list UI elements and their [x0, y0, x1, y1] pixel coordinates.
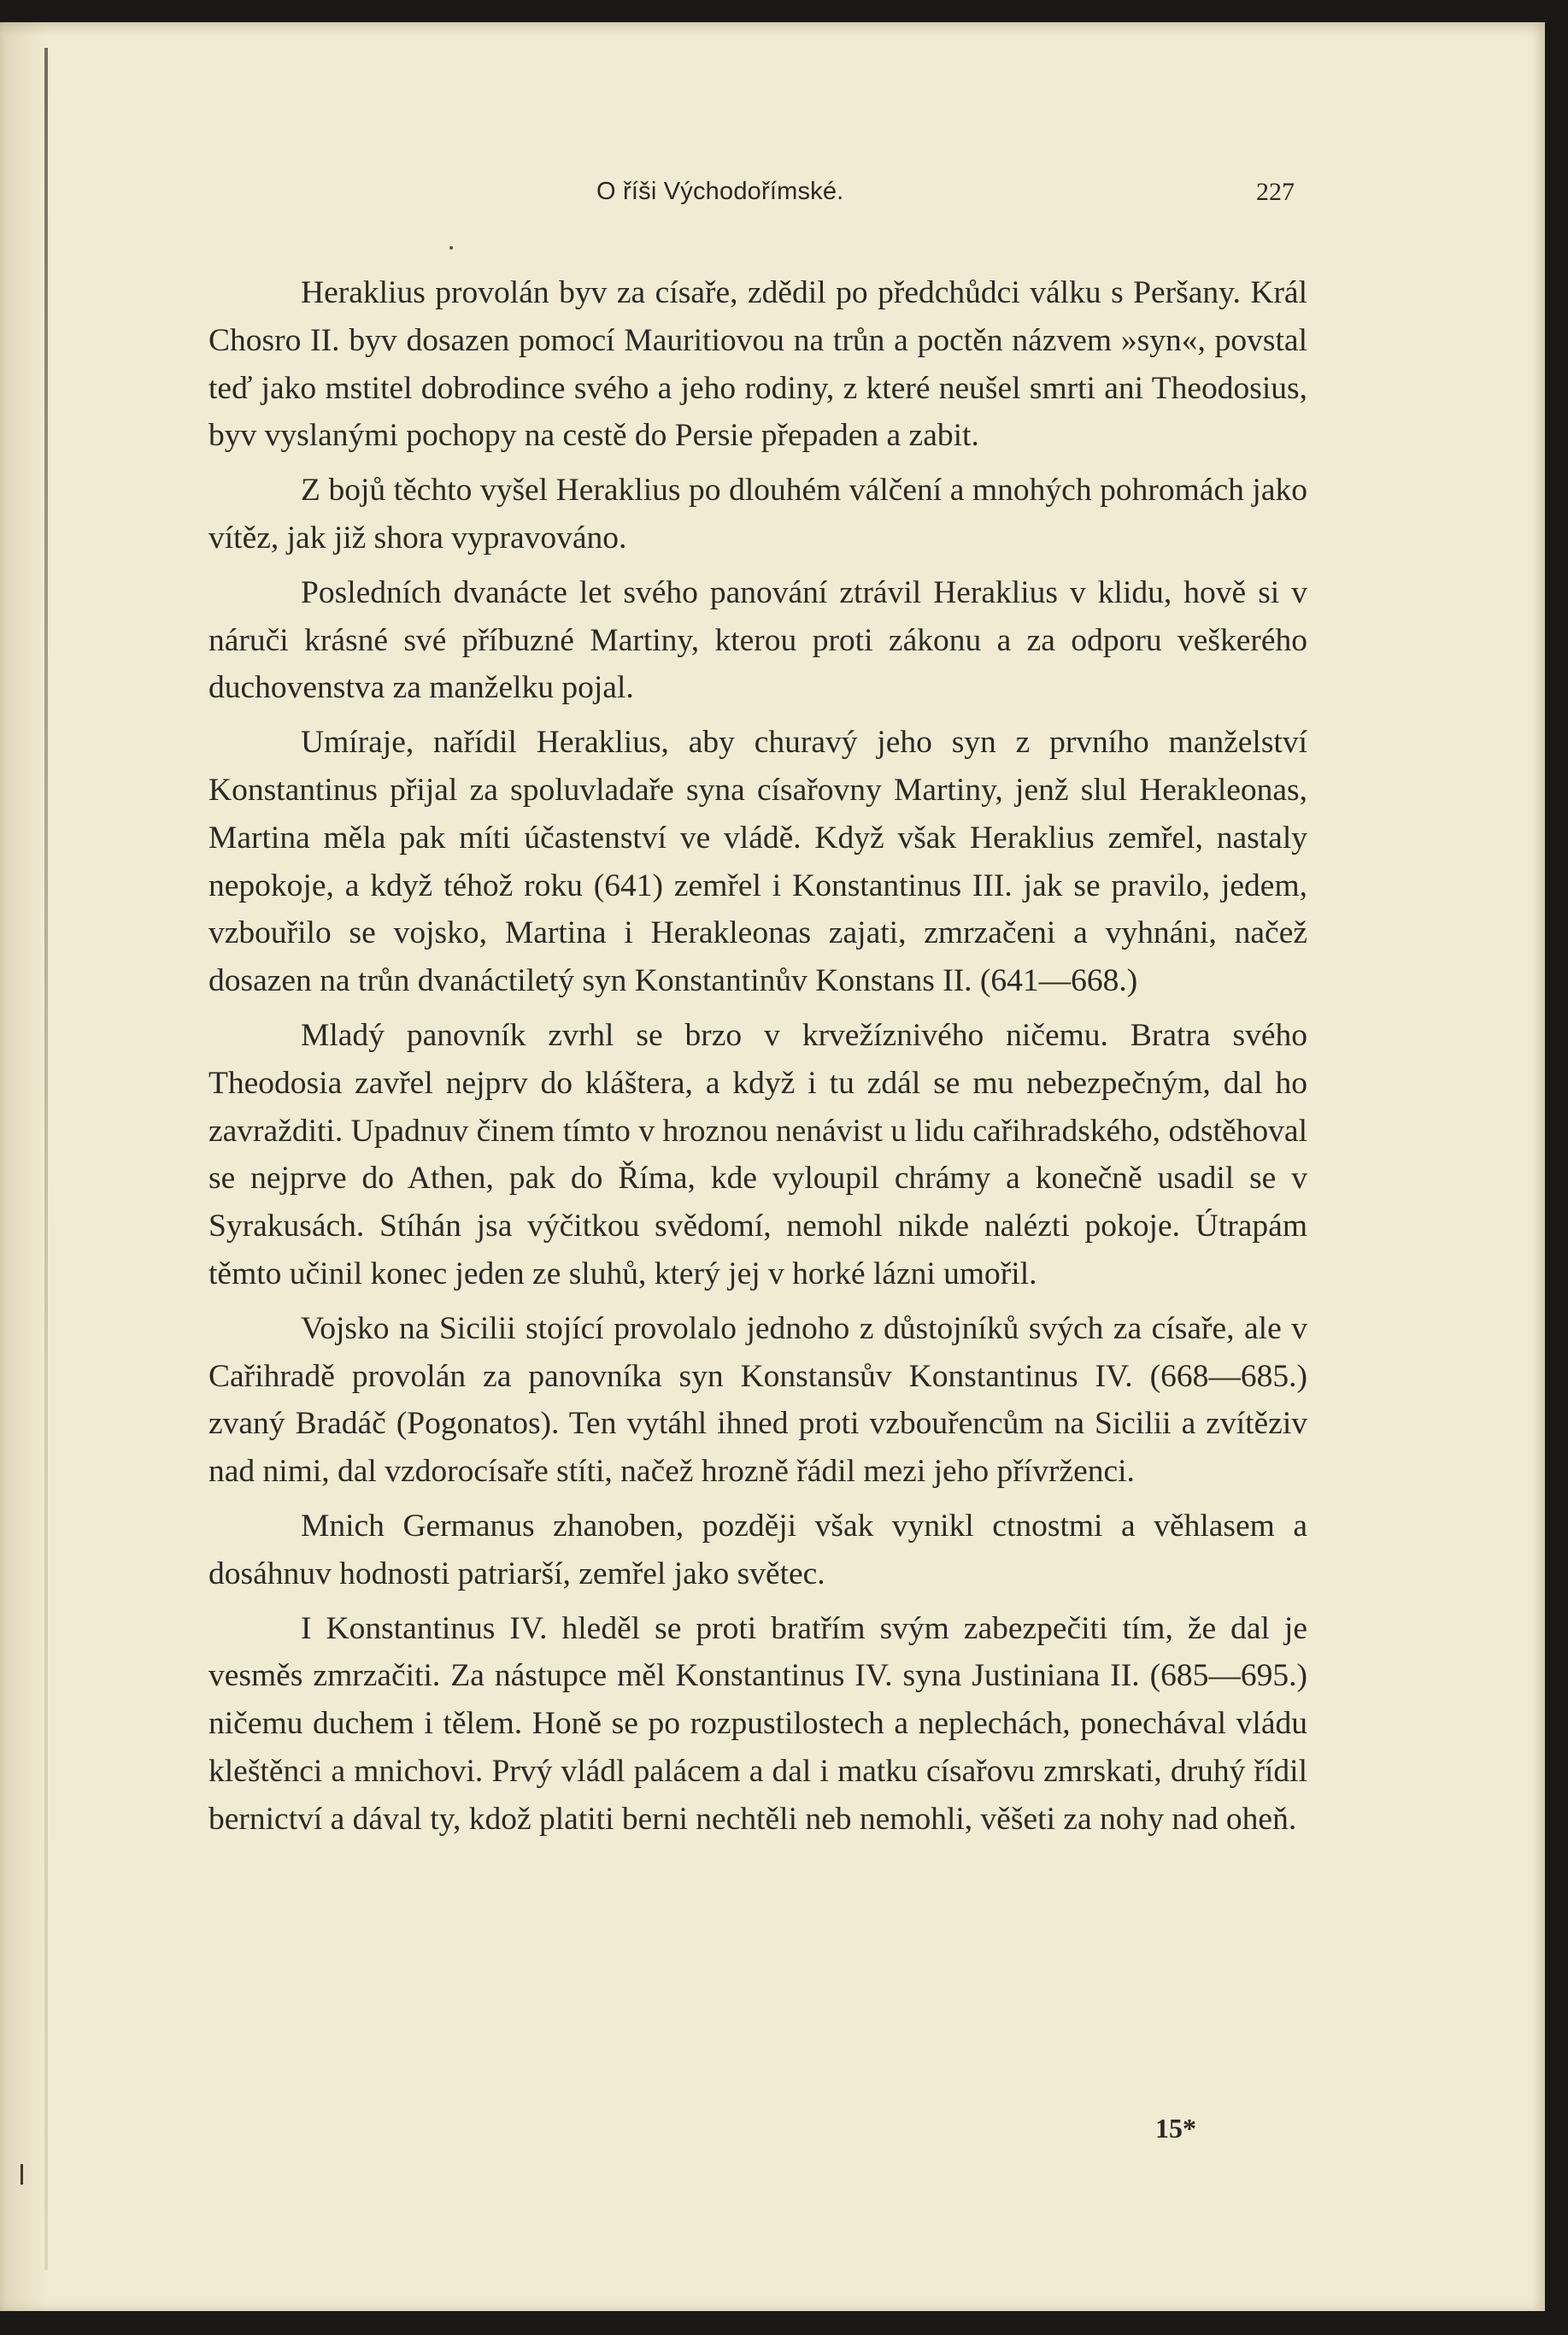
page-gutter-shadow	[0, 22, 48, 2311]
paragraph: Posledních dvanácte let svého panování ztrávil Heraklius v klidu, hově si v náruči krásné své příbuzné Martiny, kterou proti zákonu a za odporu veškerého duchovenstva za manželku pojal.	[208, 574, 1307, 706]
running-title: O říši Východořímské.	[596, 178, 844, 205]
page-gutter-line	[44, 48, 48, 2270]
paragraph: Heraklius provolán byv za císaře, zdědil po předchůdci válku s Peršany. Král Chosro II. byv dosazen pomocí Mauritiovou na trůn a poctěn názvem »syn«, povstal teď jako mstitel dobrodince svého a jeho rodiny, z které neušel smrti ani Theodosius, byv vyslanými pochopy na cestě do Persie přepaden a zabit.	[208, 275, 1307, 454]
paragraph: Vojsko na Sicilii stojící provolalo jednoho z důstojníků svých za císaře, ale v Cařihradě provolán za panovníka syn Konstansův Konstantinus IV. (668—685.) zvaný Bradáč (Pogonatos). Ten vytáhl ihned proti vzbouřencům na Sicilii a zvítěziv nad nimi, dal vzdorocísaře stíti, načež hrozně řádil mezi jeho přívrženci.	[208, 1310, 1307, 1490]
paragraph: Z bojů těchto vyšel Heraklius po dlouhém válčení a mnohých pohromách jako vítěz, jak již shora vypravováno.	[208, 473, 1307, 556]
paragraph: Umíraje, nařídil Heraklius, aby churavý jeho syn z prvního manželství Konstantinus přijal za spoluvladaře syna císařovny Martiny, jenž slul Herakleonas, Martina měla pak míti účastenství ve vládě. Když však Heraklius zemřel, nastaly nepokoje, a když téhož roku (641) zemřel i Konstantinus III. jak se pravilo, jedem, vzbouřilo se vojsko, Martina i Herakleonas zajati, zmrzačeni a vyhnáni, načež dosazen na trůn dvanáctiletý syn Konstantinův Konstans II. (641—668.)	[208, 725, 1307, 999]
paragraph: Mladý panovník zvrhl se brzo v krvežíznivého ničemu. Bratra svého Theodosia zavřel nejprv do kláštera, a když i tu zdál se mu nebezpečným, dal ho zavražditi. Upadnuv činem tímto v hroznou nenávist u lidu cařihradského, odstěhoval se nejprve do Athen, pak do Říma, kde vyloupil chrámy a konečně usadil se v Syrakusách. Stíhán jsa výčitkou svědomí, nemohl nikde nalézti pokoje. Útrapám těmto učinil konec jeden ze sluhů, který jej v horké lázni umořil.	[208, 1017, 1307, 1291]
page-number: 227	[1256, 178, 1295, 206]
margin-mark	[21, 2164, 23, 2185]
body-text	[208, 269, 1307, 1850]
signature-mark: 15*	[1155, 2113, 1196, 2144]
page-header	[0, 178, 1545, 212]
paragraph: Mnich Germanus zhanoben, později však vynikl ctnostmi a věhlasem a dosáhnuv hodnosti patriarší, zemřel jako světec.	[208, 1508, 1307, 1591]
book-page	[0, 22, 1545, 2311]
ink-speck	[449, 246, 453, 250]
paragraph: I Konstantinus IV. hleděl se proti bratřím svým zabezpečiti tím, že dal je vesměs zmrzačiti. Za nástupce měl Konstantinus IV. syna Justiniana II. (685—695.) ničemu duchem i tělem. Honě se po rozpustilostech a neplechách, ponechával vládu kleštěnci a mnichovi. Prvý vládl palácem a dal i matku císařovu zmrskati, druhý řídil bernictví a dával ty, kdož platiti berni nechtěli neb nemohli, věšeti za nohy nad oheň.	[208, 1610, 1307, 1837]
